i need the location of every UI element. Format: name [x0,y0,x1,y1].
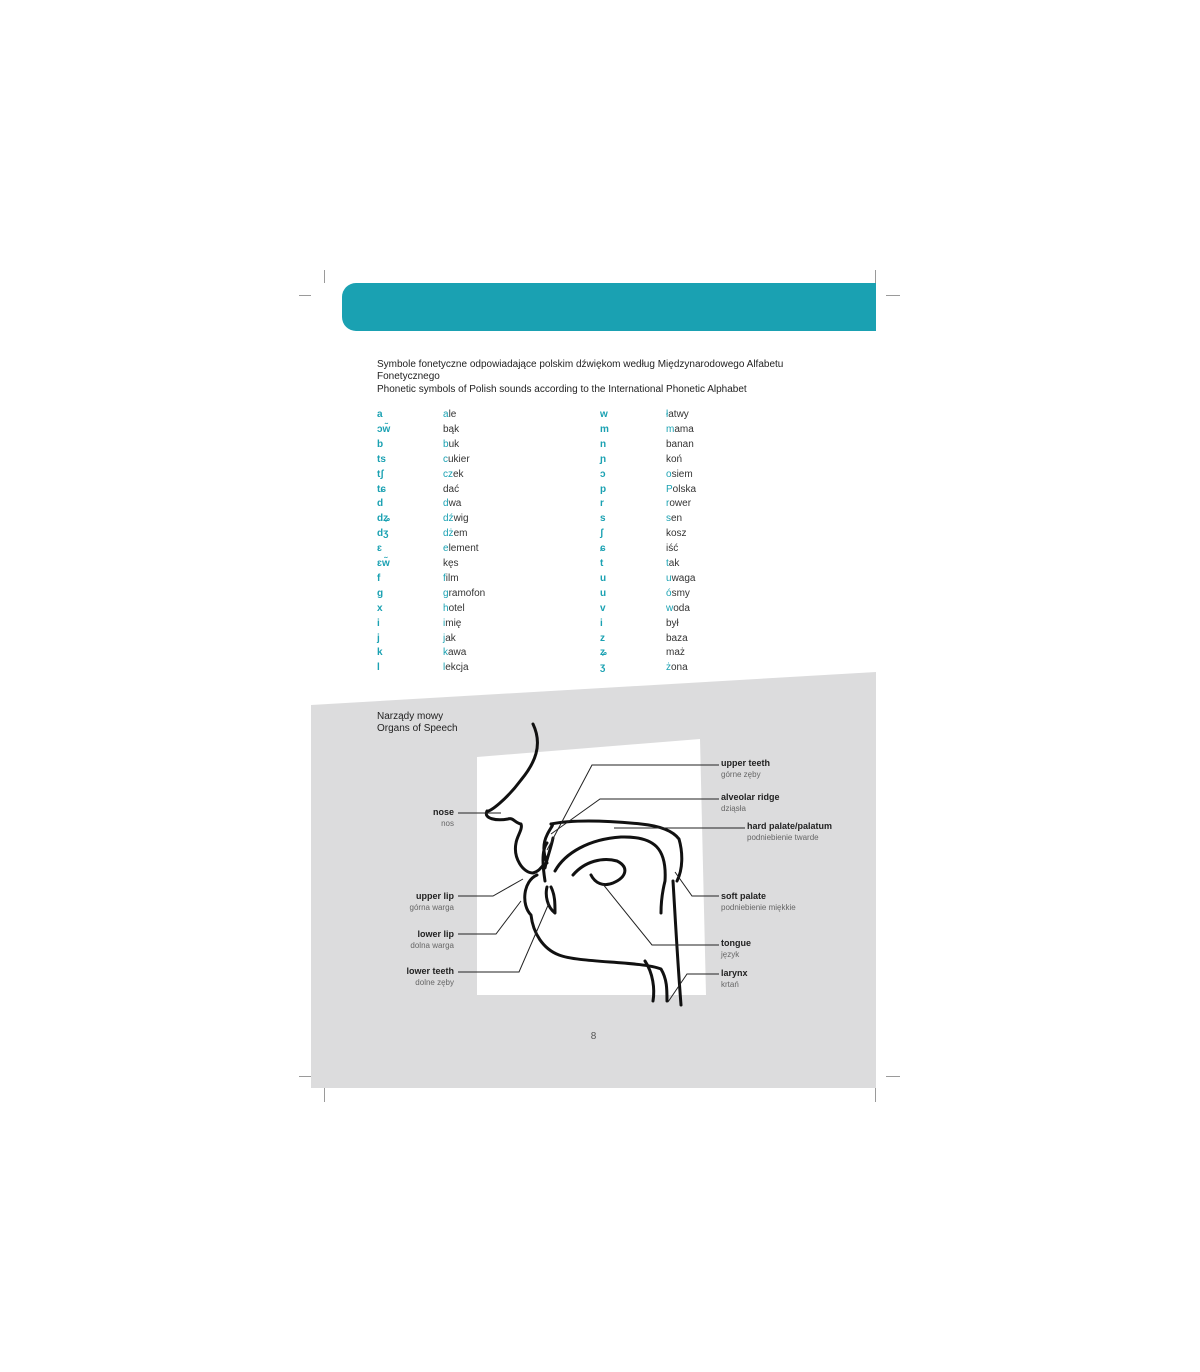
ipa-symbol: j [377,632,380,644]
example-word-highlight: b [443,438,449,450]
label-upper-lip: upper lip górna warga [409,891,454,912]
label-larynx: larynx krtań [721,968,748,989]
example-word-rest: le [448,409,457,420]
example-word-rest: ama [674,423,694,435]
example-word-rest: ukier [448,453,470,465]
ipa-symbol: r [600,498,604,510]
ipa-symbol: w [600,409,608,420]
ipa-symbol: i [377,617,380,629]
example-word-highlight: u [666,572,672,584]
example-word-rest: smy [671,587,690,599]
ipa-symbol: ʑ [600,647,607,659]
label-alveolar-ridge: alveolar ridge dziąsła [721,792,780,813]
example-word-highlight: m [666,423,675,435]
example-word-rest: ak [445,632,456,644]
example-word-rest: ek [453,468,464,480]
ipa-symbol: ʃ [600,528,604,540]
example-word-highlight: h [443,602,449,614]
example-word-highlight: a [443,409,449,420]
example-word-rest: dać [443,483,460,495]
ipa-symbol: ɛw̃ [377,558,390,569]
example-word-highlight: d [443,498,449,510]
diagram-white-panel [477,739,706,995]
crop-mark [875,270,876,284]
example-word-highlight: f [443,572,446,584]
example-word-rest: ona [671,662,688,674]
label-upper-teeth: upper teeth górne zęby [721,758,771,779]
crop-mark [886,1076,900,1077]
ipa-symbol: n [600,438,607,450]
example-word-rest: kosz [666,528,687,540]
example-word-rest: mię [445,617,462,629]
example-word-rest: ower [669,498,692,510]
ipa-symbol: tɕ [377,483,386,495]
example-word-rest: uk [448,438,460,450]
label-tongue: tongue język [721,938,751,959]
example-word-rest: en [671,513,683,525]
label-lower-lip: lower lip dolna warga [410,929,454,950]
ipa-symbol: ɔ [600,468,606,480]
ipa-symbol: k [377,647,383,659]
example-word-highlight: P [666,483,673,495]
example-word-rest: lement [448,543,479,555]
book-page [311,283,876,1088]
crop-mark [324,270,325,284]
crop-mark [886,295,900,296]
example-word-rest: siem [671,468,693,480]
example-word-rest: wig [453,513,469,525]
example-word-highlight: j [443,632,446,644]
ipa-symbol: dʑ [377,513,390,525]
example-word-rest: awa [448,647,467,659]
example-word-rest: wa [448,498,462,510]
example-word-rest: waga [671,572,696,584]
example-word-rest: olska [672,483,697,495]
example-word-highlight: c [443,453,448,465]
ipa-symbol: v [600,602,606,614]
organs-title-english: Organs of Speech [377,723,458,734]
example-word-highlight: dż [443,528,454,540]
ipa-symbol: u [600,587,607,599]
ipa-symbol: ɕ [600,543,606,555]
ipa-symbol: u [600,572,607,584]
example-word-highlight: dź [443,513,454,525]
example-word-rest: koń [666,453,683,465]
ipa-symbol: b [377,438,384,450]
ipa-symbol: x [377,602,383,614]
example-word-highlight: r [666,498,670,510]
example-word-rest: otel [448,602,465,614]
example-word-highlight: ó [666,587,672,599]
example-word-rest: ak [668,558,680,569]
example-word-highlight: e [443,543,449,555]
label-soft-palate: soft palate podniebienie miękkie [721,891,796,912]
ipa-symbol: g [377,587,384,599]
example-word-highlight: o [666,468,672,480]
heading-english: Phonetic symbols of Polish sounds according to the International Phonetic Alphabet [377,384,747,395]
example-word-rest: iść [666,543,679,555]
ipa-symbol: m [600,423,609,435]
example-word-highlight: l [443,662,446,674]
ipa-symbol: i [600,617,603,629]
example-word-rest: oda [673,602,690,614]
organs-title-polish: Narządy mowy [377,711,444,722]
ipa-symbol: a [377,409,383,420]
crop-mark [324,1088,325,1102]
example-word-highlight: w [666,602,674,614]
ipa-symbol: ts [377,453,386,465]
example-word-highlight: k [443,647,448,659]
example-word-highlight: ż [666,662,671,674]
example-word-rest: ekcja [445,662,469,674]
ipa-symbol: ɲ [600,453,607,465]
example-word-rest: banan [666,438,694,450]
ipa-symbol: dʒ [377,528,389,540]
example-word-highlight: t [666,558,669,569]
label-nose: nose nos [432,807,454,828]
example-word-rest: ramofon [448,587,486,599]
label-hard-palate: hard palate/palatum podniebienie twarde [747,821,833,842]
ipa-symbol: p [600,483,607,495]
example-word-rest: atwy [668,409,689,420]
example-word-rest: em [453,528,468,540]
ipa-symbol: l [377,662,380,674]
label-lower-teeth: lower teeth dolne zęby [406,966,454,987]
crop-mark [875,1088,876,1102]
ipa-symbol: z [600,632,605,644]
ipa-symbol: t [600,558,604,569]
example-word-rest: kęs [443,558,459,569]
example-word-highlight: g [443,587,449,599]
ipa-symbol: d [377,498,384,510]
example-word-highlight: cz [443,468,453,480]
heading-polish: Symbole fonetyczne odpowiadające polskim dźwiękom według Międzynarodowego Alfabetu Fonetycznego [377,359,784,382]
ipa-symbol: f [377,572,381,584]
ipa-symbol: tʃ [377,468,384,480]
example-word-rest: baza [666,632,688,644]
example-word-highlight: s [666,513,671,525]
example-word-rest: bąk [443,423,460,435]
example-word-rest: ilm [445,572,459,584]
example-word-rest: był [666,617,679,629]
page-number: 8 [590,1031,597,1042]
ipa-symbol: ʒ [600,662,606,674]
ipa-symbol: s [600,513,606,525]
ipa-symbol: ɛ [377,543,382,555]
example-word-rest: maż [666,647,685,659]
ipa-symbol: ɔw̃ [377,423,391,435]
example-word-highlight: ł [666,409,669,420]
example-word-highlight: i [443,617,446,629]
